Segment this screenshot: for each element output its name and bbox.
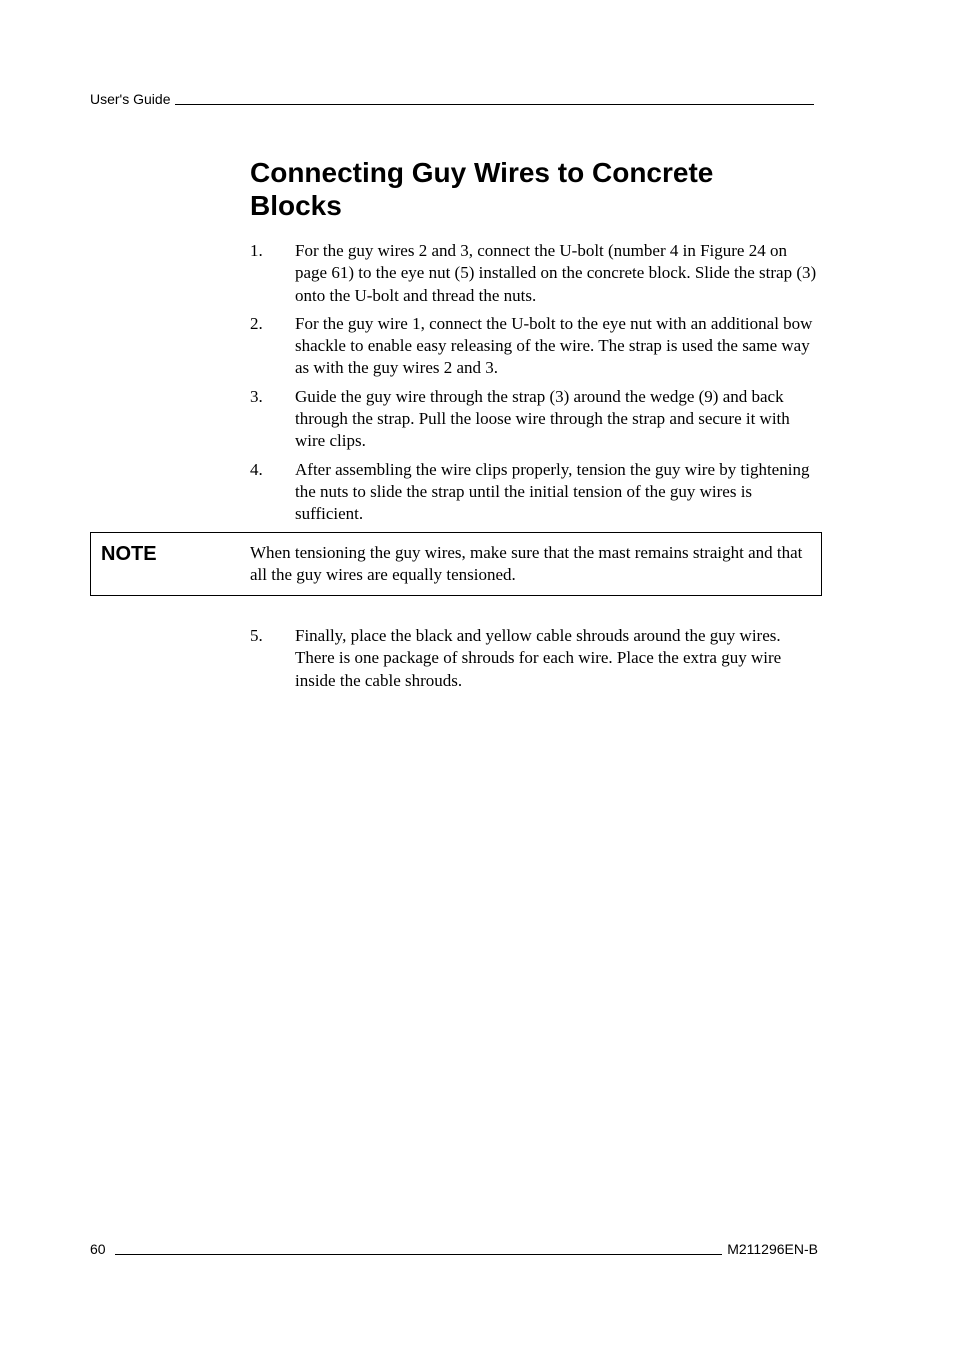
note-text: When tensioning the guy wires, make sure that the mast remains straight and that all the guy wires are equally tensioned. (250, 543, 803, 585)
header-title: User's Guide (90, 91, 171, 107)
step-text: Finally, place the black and yellow cable shrouds around the guy wires. There is one package of shrouds for each wire. Place the extra guy wire inside the cable shrouds. (295, 626, 782, 690)
page-footer (90, 1241, 818, 1258)
document-code: M211296EN-B (727, 1241, 818, 1257)
step-number: 3. (250, 386, 263, 406)
page-header (90, 91, 814, 108)
step-number: 4. (250, 459, 263, 479)
page-number: 60 (90, 1241, 106, 1257)
step-text: For the guy wire 1, connect the U-bolt to the eye nut with an additional bow shackle to enable easy releasing of the wire. The strap is used the same way as with the guy wires 2 and 3. (295, 313, 813, 378)
step-number: 5. (250, 626, 263, 645)
step-text: After assembling the wire clips properly, tension the guy wire by tightening the nuts to slide the strap until the initial tension of the guy wires is sufficient. (295, 459, 810, 524)
list-item (250, 459, 820, 526)
list-item (250, 313, 820, 380)
note-label: NOTE (101, 543, 157, 565)
section-title: Connecting Guy Wires to Concrete Blocks (250, 157, 714, 221)
header-rule (175, 104, 814, 105)
note-box (90, 532, 822, 596)
step-number: 1. (250, 241, 263, 260)
list-item (250, 625, 820, 692)
step-text: For the guy wires 2 and 3, connect the U-bolt (number 4 in Figure 24 on page 61) to the eye nut (5) installed on the concrete block. Slide the strap (3) onto the U-bolt and thread the nuts. (295, 241, 817, 305)
step-text: Guide the guy wire through the strap (3) around the wedge (9) and back through the strap. Pull the loose wire through the strap and secure it with wire clips. (295, 386, 790, 451)
step-list (250, 240, 820, 532)
footer-rule (115, 1254, 723, 1255)
step-list-continued (250, 625, 820, 698)
list-item (250, 240, 820, 307)
list-item (250, 386, 820, 453)
step-number: 2. (250, 313, 263, 333)
